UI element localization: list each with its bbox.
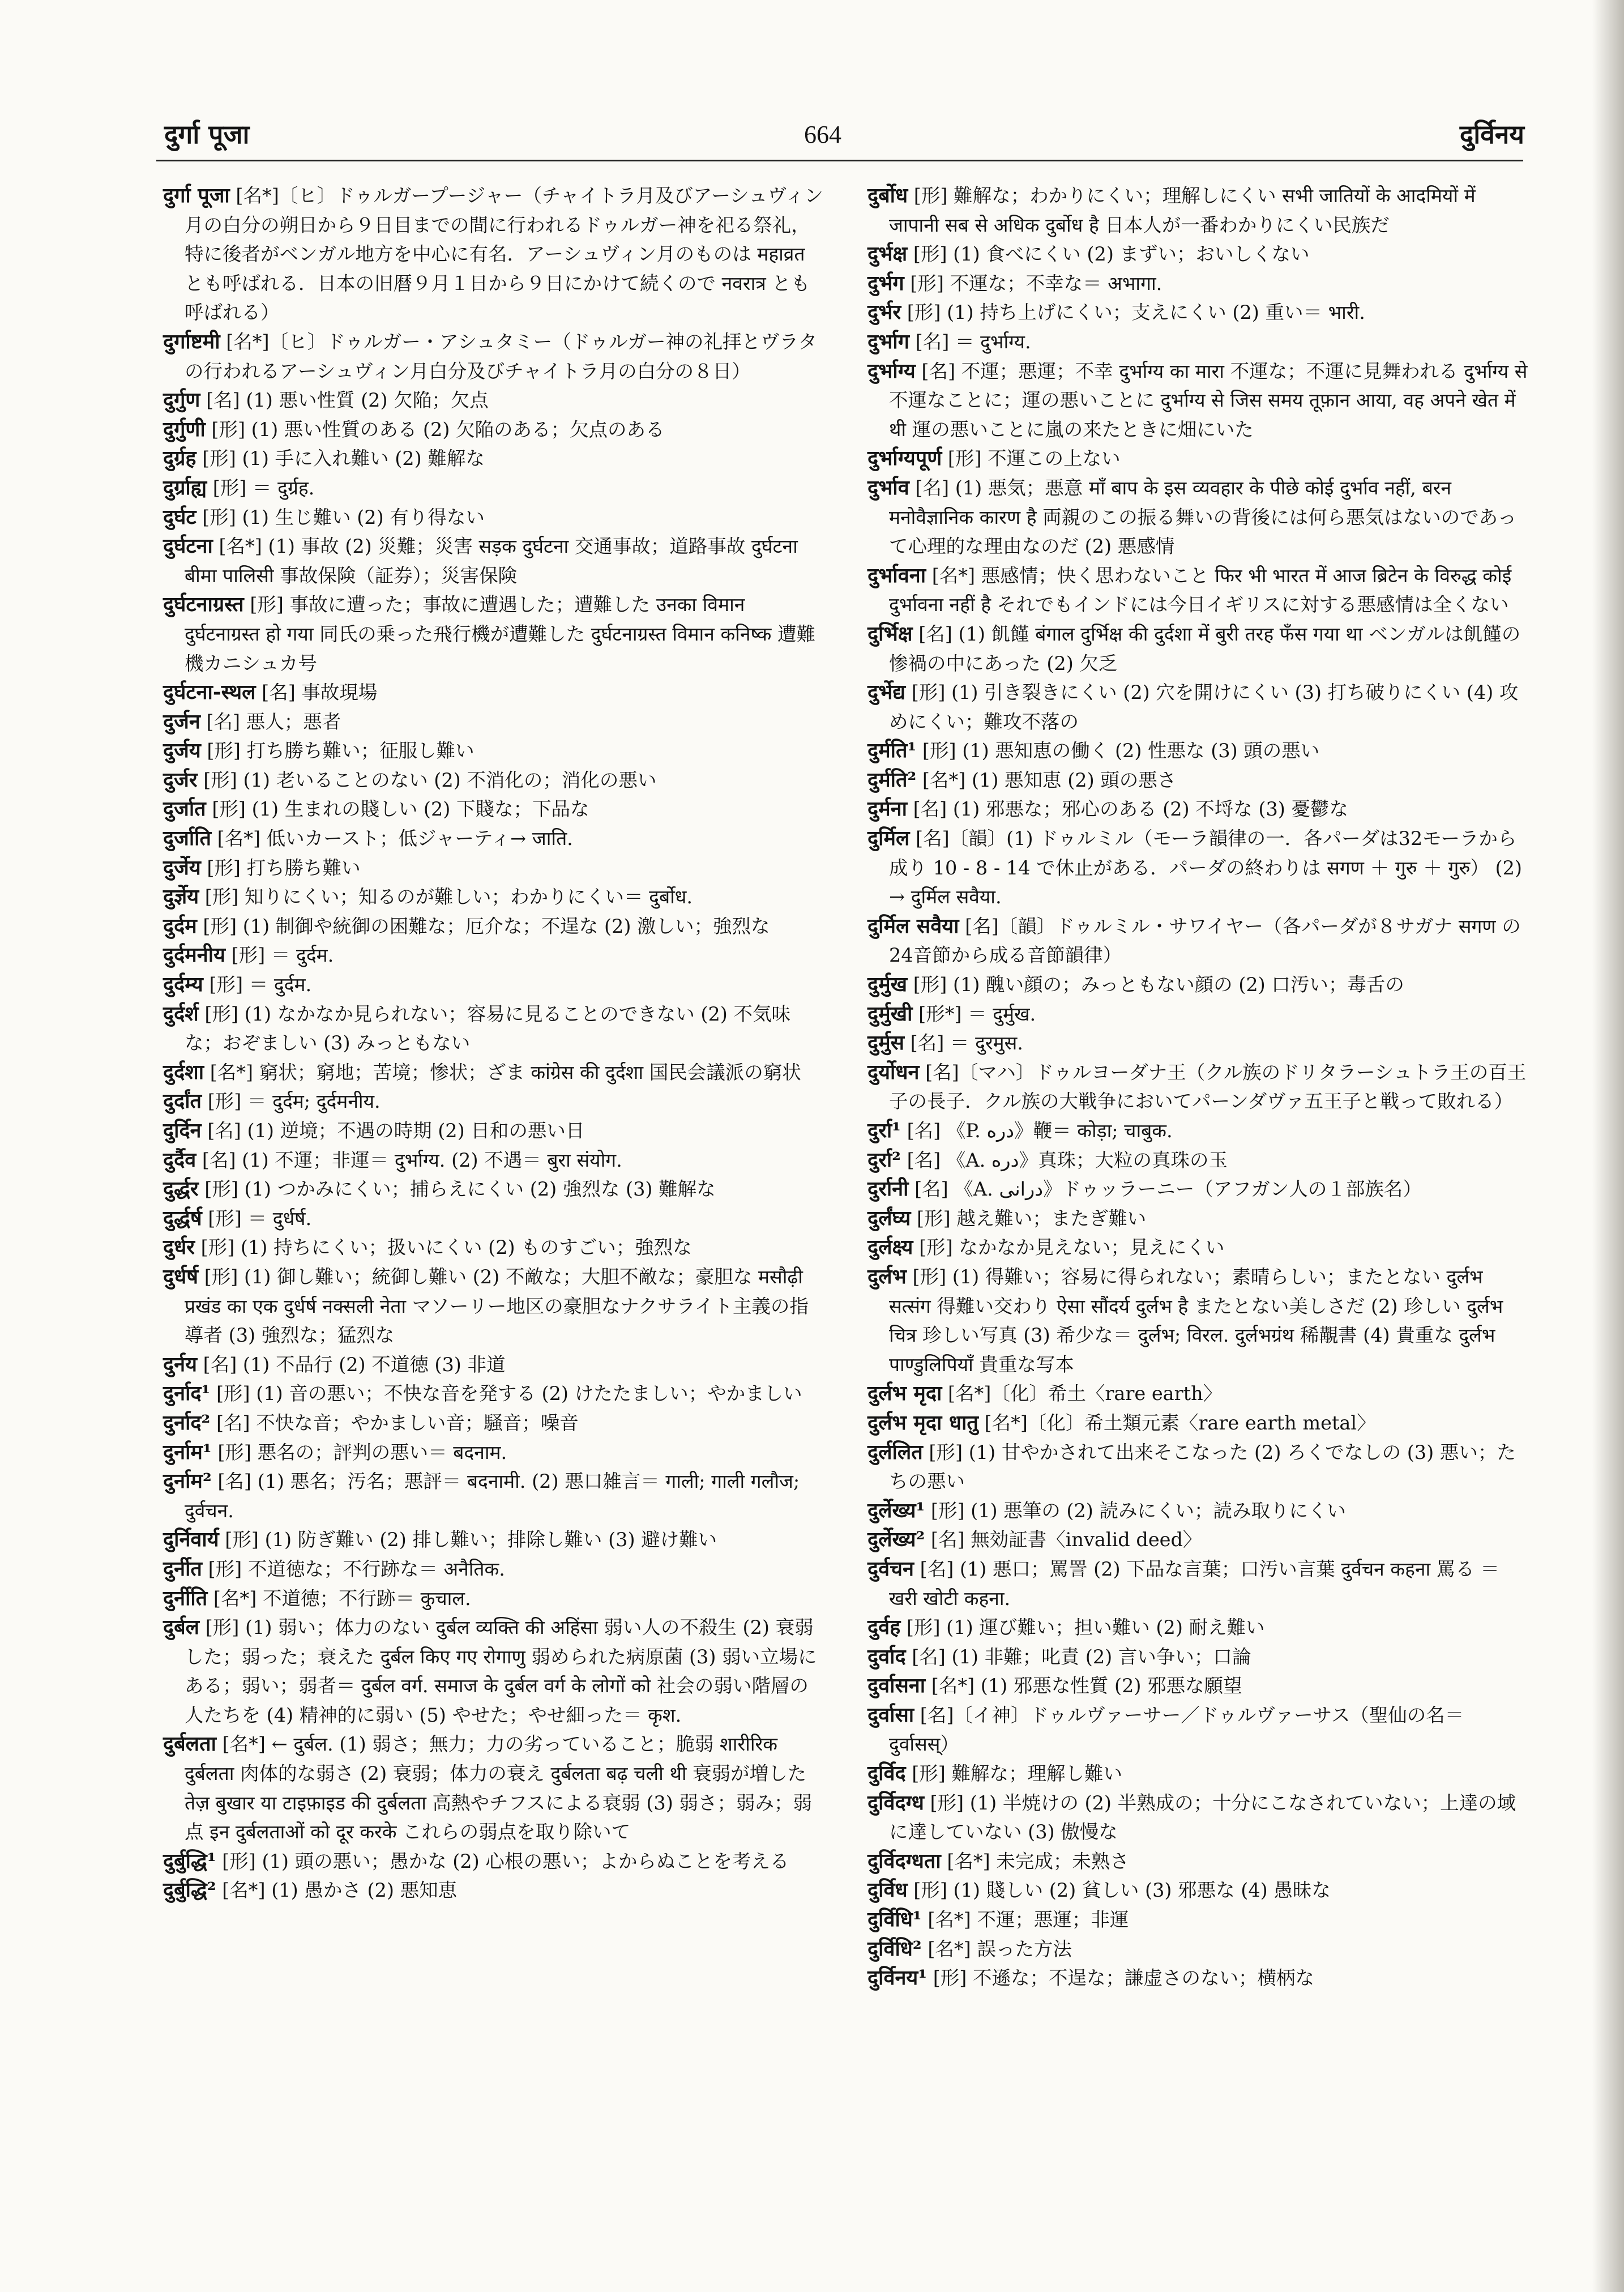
definition: [形] (1) 弱い；体力のない दुर्बल व्यक्ति की अहिंसा 弱い人の不殺生 (2) 衰弱した；弱った；衰えた दुर्बल किए गए रोगाणु 弱められた病原菌 (3) 弱い立場にある；弱い；弱者＝ दुर्बल वर्ग. समाज के दुर्बल वर्ग के लोगों को 社会の弱い階層の人たちを (4) 精神的に弱い (5) やせた；やせ細った＝ कृश. (185, 1616, 817, 1726)
definition: [名] (1) 逆境；不遇の時期 (2) 日和の悪い日 (201, 1120, 585, 1142)
dictionary-entry (163, 1876, 826, 1905)
dictionary-entry (163, 1000, 826, 1058)
headword: दुर्ज्ञेय (163, 885, 199, 909)
definition: [形] 越え難い；またぎ難い (911, 1207, 1147, 1230)
definition: [名]〔イ神〕ドゥルヴァーサー／ドゥルヴァーサス（聖仙の名＝ दुर्वासस्） (889, 1704, 1464, 1756)
dictionary-entry (163, 444, 826, 473)
headword: दुर्नाम² (163, 1469, 212, 1493)
definition: [形*] ＝ दुर्मुख. (912, 1002, 1036, 1025)
dictionary-entry (867, 1000, 1530, 1029)
definition: [形] 事故に遭った；事故に遭遇した；遭難した उनका विमान दुर्घटनाग्रस्त हो गया 同氏の乗った飛行機が遭難した दुर्घटनाग्रस्त विमान कनिष्क 遭難機カニシュカ号 (185, 594, 815, 675)
definition: [形] (1) なかなか見られない；容易に見ることのできない (2) 不気味な；おぞましい (3) みっともない (185, 1002, 791, 1055)
definition: [形] 不運この上ない (942, 447, 1121, 470)
definition: [名*] 悪感情；快く思わないこと फिर भी भारत में आज ब्रिटेन के विरुद्ध कोई दुर्भावना नहीं है それでもインドには今日イギリスに対する悪感情は全くない (889, 564, 1512, 616)
headword: दुर्वह (867, 1615, 901, 1640)
dictionary-entry (163, 1058, 826, 1087)
definition: [名*] 不運；悪運；非運 (921, 1909, 1129, 1931)
headword: दुर्नीत (163, 1556, 202, 1581)
definition: [名*] (1) 事故 (2) 災難；災害 सड़क दुर्घटना 交通事故；道路事故 दुर्घटना बीमा पालिसी 事故保険（証券）；災害保険 (185, 535, 798, 587)
headword: दुर्जर (163, 767, 198, 792)
dictionary-entry (867, 1409, 1530, 1438)
headword: दुर्निवार्य (163, 1527, 219, 1552)
headword: दुर्भाग्यपूर्ण (867, 446, 942, 471)
dictionary-entry (163, 1116, 826, 1146)
headword: दुर्ग्राह्य (163, 475, 207, 500)
definition: [名] (1) 飢饉 बंगाल दुर्भिक्ष की दुर्दशा में बुरी तरह फँस गया था ベンガルは飢饉の惨禍の中にあった (2) 欠乏 (889, 622, 1521, 675)
definition: [名] 不快な音；やかましい音；騒音；噪音 (210, 1411, 579, 1434)
dictionary-entry (163, 1584, 826, 1614)
headword: दुर्दम (163, 914, 197, 938)
dictionary-entry (867, 1525, 1530, 1555)
dictionary-entry (163, 1233, 826, 1262)
definition: [形] (1) 頭の悪い；愚かな (2) 心根の悪い；よからぬことを考える (216, 1850, 789, 1872)
headword: दुर्रानी (867, 1177, 909, 1201)
dictionary-entry (867, 1028, 1530, 1058)
headword: दुर्लेख्य² (867, 1527, 925, 1552)
definition: [名*] (1) 愚かさ (2) 悪知恵 (216, 1879, 458, 1902)
headword: दुर्ग्रह (163, 446, 196, 471)
dictionary-entry (163, 1555, 826, 1584)
definition: [名*]〔化〕希土類元素〈rare earth metal〉 (978, 1411, 1376, 1434)
headword: दुर्जात (163, 797, 206, 821)
definition: [形] (1) 醜い顔の；みっともない顔の (2) 口汚い；毒舌の (907, 974, 1404, 996)
headword: दुर्दम्य (163, 972, 203, 997)
dictionary-entry (867, 1642, 1530, 1672)
headword: दुर्भाव (867, 475, 909, 500)
headword: दुर्मुस (867, 1031, 904, 1055)
definition: [形] なかなか見えない；見えにくい (913, 1236, 1225, 1259)
definition: [名*] 不道徳；不行跡＝ कुचाल. (207, 1587, 471, 1610)
dictionary-entry (163, 415, 826, 445)
definition: [名*] (1) 悪知恵 (2) 頭の悪さ (916, 769, 1177, 791)
dictionary-entry (867, 357, 1530, 445)
definition: [形] (1) 老いることのない (2) 不消化の；消化の悪い (197, 769, 657, 791)
definition: [形] (1) 運び難い；担い難い (2) 耐え難い (900, 1616, 1265, 1639)
headword: दुर्बुद्धि² (163, 1878, 216, 1902)
dictionary-entry (867, 1964, 1530, 1993)
dictionary-entry (163, 678, 826, 707)
headword: दुर्विदग्ध (867, 1790, 924, 1815)
headword: दुर्विधि¹ (867, 1907, 922, 1932)
dictionary-entry (867, 1146, 1530, 1175)
headword: दुर्दैव (163, 1147, 196, 1172)
headword: दुर्लेख्य¹ (867, 1498, 925, 1522)
headword: दुर्मति¹ (867, 739, 917, 763)
definition: [形] ＝ दुर्दम; दुर्दमनीय. (202, 1090, 381, 1113)
dictionary-entry (163, 1350, 826, 1380)
headword: दुर्रा¹ (867, 1119, 901, 1142)
definition: [名*] ← दुर्बल. (1) 弱さ；無力；力の劣っていること；脆弱 शारीरिक दुर्बलता 肉体的な弱さ (2) 衰弱；体力の衰え दुर्बलता बढ़ चली थी 衰弱が増した तेज़ बुखार या टाइफ़ाइड की दुर्बलता 高熱やチフスによる衰弱 (3) 弱さ；弱み；弱点 इन दुर्बलताओं को दूर करके これらの弱点を取り除いて (185, 1733, 812, 1843)
headword: दुर्लक्ष्य (867, 1235, 913, 1260)
dictionary-entry (163, 824, 826, 853)
dictionary-entry (867, 1759, 1530, 1789)
headword: दुर्भक्ष (867, 242, 908, 266)
headword: दुर्वाद (867, 1644, 906, 1668)
dictionary-entry (867, 1116, 1530, 1146)
definition: [形] (1) 生じ難い (2) 有り得ない (196, 506, 485, 528)
right-guide-word: दुर्विनय (1459, 119, 1524, 150)
dictionary-entry (163, 736, 826, 766)
dictionary-entry (867, 1204, 1530, 1234)
definition: [形] 知りにくい；知るのが難しい；わかりにくい＝ दुर्बोध. (199, 886, 693, 908)
definition: [形] 打ち勝ち難い；征服し難い (200, 740, 475, 762)
dictionary-entry (163, 941, 826, 970)
dictionary-entry (867, 298, 1530, 327)
headword: दुर्दशा (163, 1060, 204, 1084)
definition: [形] 不遜な；不逞な；謙虚さのない；横柄な (927, 1967, 1315, 1990)
headword: दुर्धर (163, 1235, 195, 1260)
definition: [名*] (1) 邪悪な性質 (2) 邪悪な願望 (925, 1675, 1242, 1697)
definition: [形] (1) 賤しい (2) 貧しい (3) 邪悪な (4) 愚昧な (907, 1879, 1331, 1902)
headword: दुर्भर (867, 300, 901, 325)
headword: दुर्गाष्टमी (163, 329, 220, 353)
dictionary-entry (867, 1496, 1530, 1526)
headword: दुर्दांत (163, 1089, 202, 1113)
dictionary-entry (867, 678, 1530, 736)
definition: [名] 《A. دره》真珠；大粒の真珠の玉 (900, 1149, 1228, 1171)
dictionary-entry (163, 1204, 826, 1234)
dictionary-entry (867, 444, 1530, 473)
headword: दुर्विधि² (867, 1936, 922, 1961)
definition: [名] 事故現場 (255, 681, 378, 704)
definition: [形] (1) 悪知恵の働く (2) 性悪な (3) 頭の悪い (916, 740, 1320, 762)
headword: दुर्भाग्य (867, 358, 916, 383)
dictionary-entry (163, 386, 826, 415)
left-guide-word: दुर्गा पूजा (164, 119, 250, 150)
dictionary-entry (163, 1847, 826, 1876)
dictionary-entry (163, 795, 826, 824)
definition: [名] 悪人；悪者 (200, 710, 341, 733)
definition: [名] ＝ दुरमुस. (904, 1032, 1023, 1055)
definition: [形] (1) 音の悪い；不快な音を発する (2) けたたましい；やかましい (210, 1382, 802, 1405)
headword: दुर्भावना (867, 563, 926, 587)
headword: दुर्वासा (867, 1702, 914, 1727)
headword: दुर्मति² (867, 767, 917, 792)
headword: दुर्भेद्य (867, 680, 906, 705)
headword: दुर्मना (867, 797, 907, 821)
headword: दुर्जय (163, 739, 201, 763)
dictionary-entry (163, 1730, 826, 1846)
headword: दुर्बलता (163, 1732, 216, 1756)
headword: दुर्नाम¹ (163, 1440, 212, 1464)
headword: दुर्मुखी (867, 1001, 913, 1026)
definition: [名]〔韻〕(1) ドゥルミル（モーラ韻律の一．各パーダは32モーラから成り 10 - 8 - 14 で休止がある．パーダの終わりは सगण ＋ गुरु ＋ गुरु） (2) → दुर्मिल सवैया. (889, 827, 1522, 908)
definition: [名] ＝ दुर्भाग्य. (909, 330, 1031, 353)
headword: दुर्भग (867, 271, 904, 295)
dictionary-entry (867, 1555, 1530, 1613)
dictionary-entry (163, 1146, 826, 1175)
definition: [形] 不運な；不幸な＝ अभागा. (904, 272, 1163, 294)
headword: दुर्घटना-स्थल (163, 680, 256, 705)
headword: दुर्बल (163, 1615, 200, 1640)
definition: [名*] 低いカースト；低ジャーティ→ जाति. (211, 827, 573, 850)
definition: [名] (1) 悪口；罵詈 (2) 下品な言葉；口汚い言葉 दुर्वचन कहना 罵る ＝ खरी खोटी कहना. (889, 1557, 1499, 1610)
dictionary-entry (163, 1409, 826, 1438)
dictionary-entry (867, 1262, 1530, 1379)
definition: [名]〔韻〕ドゥルミル・サワイヤー（各パーダが８サガナ सगण の24音節から成る音節韻律） (889, 915, 1521, 967)
headword: दुर्नय (163, 1352, 197, 1376)
definition: [形] (1) 引き裂きにくい (2) 穴を開けにくい (3) 打ち破りにくい (4) 攻めにくい；難攻不落の (889, 681, 1519, 733)
definition: [形] 悪名の；評判の悪い＝ बदनाम. (211, 1441, 507, 1463)
definition: [形] (1) 防ぎ難い (2) 排し難い；排除し難い (3) 避け難い (219, 1529, 717, 1551)
dictionary-entry (163, 473, 826, 503)
definition: [名]〔マハ〕ドゥルヨーダナ王（クル族のドリタラーシュトラ王の百王子の長子．クル族の大戦争においてパーンダヴァ五王子と戦って敗れる） (889, 1061, 1527, 1113)
definition: [形] (1) 食べにくい (2) まずい；おいしくない (907, 243, 1310, 266)
headword: दुर्वासना (867, 1674, 926, 1698)
dictionary-entry (163, 503, 826, 532)
header-rule (156, 160, 1523, 161)
headword: दुर्गा पूजा (163, 183, 230, 207)
dictionary-entry (163, 1087, 826, 1116)
definition: [形] 打ち勝ち難い (200, 856, 361, 879)
definition: [形] 難解な；理解し難い (905, 1762, 1123, 1785)
definition: [形] (1) 半焼けの (2) 半熟成の；十分にこなされていない；上達の域に達していない (3) 傲慢な (889, 1791, 1516, 1843)
dictionary-entry (867, 327, 1530, 357)
definition: [形] (1) 制御や統御の困難な；厄介な；不逞な (2) 激しい；強烈な (196, 915, 770, 937)
definition: [形] ＝ दुर्दम. (225, 944, 334, 967)
dictionary-entry (163, 1525, 826, 1555)
dictionary-entry (867, 766, 1530, 795)
headword: दुर्बोध (867, 183, 908, 207)
headword: दुर्वचन (867, 1556, 914, 1581)
definition: [名*] 誤った方法 (921, 1937, 1072, 1960)
headword: दुर्घटनाग्रस्त (163, 592, 244, 617)
definition: [名] (1) 悪気；悪意 माँ बाप के इस व्यवहार के पीछे कोई दुर्भाव नहीं, बरन मनोवैज्ञानिक कारण है 両親のこの振る舞いの背後には何ら悪気はないのであって心理的な理由なのだ (2) 悪感情 (889, 476, 1517, 558)
headword: दुर्नीति (163, 1586, 208, 1610)
dictionary-entry (867, 736, 1530, 766)
headword: दुर्बुद्धि¹ (163, 1849, 216, 1873)
dictionary-entry (163, 1613, 826, 1730)
headword: दुर्मिल सवैया (867, 914, 959, 938)
headword: दुर्लंघ्य (867, 1206, 911, 1230)
dictionary-entry (867, 1905, 1530, 1935)
definition: [名*]〔ヒ〕ドゥルガープージャー（チャイトラ月及びアーシュヴィン月の白分の朔日から９日目までの間に行われるドゥルガー神を祀る祭礼，特に後者がベンガル地方を中心に有名．アーシュヴィン月のものは महाव्रत とも呼ばれる．日本の旧暦９月１日から９日にかけて続くので नवरात्र とも呼ばれる） (185, 185, 824, 324)
dictionary-entry (163, 532, 826, 590)
definition: [形] (1) 御し難い；統御し難い (2) 不敵な；大胆不敵な；豪胆な मसौढ़ी प्रखंड का एक दुर्धर्ष नक्सली नेता マソーリー地区の豪胆なナクサライト主義の指導者 (3) 強烈な；猛烈な (185, 1265, 809, 1347)
dictionary-entry (867, 1935, 1530, 1964)
dictionary-entry (867, 1175, 1530, 1204)
headword: दुर्मुख (867, 972, 908, 997)
headword: दुर्लभ (867, 1264, 907, 1288)
definition: [名*]〔化〕希土〈rare earth〉 (942, 1382, 1223, 1405)
definition: [形] (1) 手に入れ難い (2) 難解な (196, 447, 485, 470)
dictionary-entry (867, 1671, 1530, 1701)
dictionary-entry (163, 1175, 826, 1204)
headword: दुर्मिल (867, 826, 910, 851)
headword: दुर्विध (867, 1878, 908, 1902)
headword: दुर्दिन (163, 1119, 202, 1142)
definition: [名] (1) 悪名；汚名；悪評＝ बदनामी. (2) 悪口雑言＝ गाली; गाली गलौज; दुर्वचन. (185, 1470, 800, 1522)
dictionary-entry (867, 1613, 1530, 1642)
headword: दुर्दमनीय (163, 943, 225, 967)
dictionary-entry (867, 1438, 1530, 1496)
headword: दुर्विद (867, 1761, 906, 1786)
headword: दुर्लभ मृदा (867, 1381, 942, 1406)
dictionary-entry (867, 240, 1530, 269)
definition: [形] (1) 悪い性質のある (2) 欠陥のある；欠点のある (205, 418, 665, 441)
definition: [形] (1) 甘やかされて出来そこなった (2) ろくでなしの (3) 悪い；たちの悪い (889, 1441, 1516, 1493)
definition: [名] 不運；悪運；不幸 दुर्भाग्य का मारा 不運な；不運に見舞われる दुर्भाग्य से 不運なことに；運の悪いことに दुर्भाग्य से जिस समय तूफ़ान आया, वह अपने खेत में थी 運の悪いことに嵐の来たときに畑にいた (889, 360, 1528, 441)
dictionary-entry (867, 1058, 1530, 1116)
definition: [形] 不道徳な；不行跡な＝ अनैतिक. (202, 1557, 505, 1580)
dictionary-entry (867, 1789, 1530, 1847)
definition: [形] ＝ दुर्दम. (203, 974, 312, 996)
dictionary-entry (867, 1847, 1530, 1876)
dictionary-entry (163, 1438, 826, 1467)
dictionary-entry (163, 707, 826, 737)
dictionary-entry (867, 795, 1530, 824)
dictionary-entry (867, 912, 1530, 970)
headword: दुर्विनय¹ (867, 1966, 928, 1990)
dictionary-entry (163, 766, 826, 795)
definition: [名] (1) 不運；非運＝ दुर्भाग्य. (2) 不遇＝ बुरा संयोग. (196, 1149, 622, 1171)
headword: दुर्जेय (163, 855, 201, 880)
headword: दुर्नाद² (163, 1410, 211, 1435)
definition: [名] (1) 邪悪な；邪心のある (2) 不埒な (3) 憂鬱な (907, 798, 1348, 821)
headword: दुर्भाग (867, 329, 910, 353)
headword: दुर्रा² (867, 1147, 901, 1172)
headword: दुर्गुणी (163, 417, 206, 441)
dictionary-entry (867, 620, 1530, 678)
headword: दुर्द्धर (163, 1177, 199, 1201)
headword: दुर्विदग्धता (867, 1849, 941, 1873)
headword: दुर्गुण (163, 388, 200, 412)
definition: [名*] 未完成；未熟さ (941, 1850, 1129, 1872)
headword: दुर्दर्श (163, 1001, 199, 1026)
definition: [形] ＝ दुर्धर्ष. (202, 1207, 312, 1230)
definition: [形] (1) 生まれの賤しい (2) 下賤な；下品な (206, 798, 589, 821)
dictionary-entry (163, 1262, 826, 1350)
headword: दुर्द्धर्ष (163, 1206, 202, 1230)
dictionary-entry (867, 1379, 1530, 1409)
scan-page-edge (1592, 0, 1624, 2292)
definition: [名] (1) 不品行 (2) 不道徳 (3) 非道 (196, 1353, 506, 1376)
dictionary-entry (163, 853, 826, 883)
dictionary-entry (163, 912, 826, 941)
headword: दुर्योधन (867, 1060, 920, 1084)
dictionary-entry (867, 1876, 1530, 1905)
headword: दुर्लभ मृदा धातु (867, 1410, 978, 1435)
headword: दुर्जन (163, 709, 200, 733)
definition: [形] (1) 得難い；容易に得られない；素晴らしい；またとない दुर्लभ सत्संग 得難い交わり ऐसा सौंदर्य दुर्लभ है またとない美しさだ (2) 珍しい दुर्लभ चित्र 珍しい写真 (3) 希少な＝ दुर्लभ; विरल. दुर्लभग्रंथ 稀覯書 (4) 貴重な दुर्लभ पाण्डुलिपियाँ 貴重な写本 (889, 1265, 1503, 1376)
dictionary-entry (867, 181, 1530, 240)
dictionary-entry (163, 970, 826, 1000)
definition: [形] ＝ दुर्ग्रह. (207, 476, 315, 499)
headword: दुर्भिक्ष (867, 621, 913, 646)
dictionary-entry (163, 1467, 826, 1525)
dictionary-entry (867, 1233, 1530, 1262)
right-column (867, 181, 1530, 1993)
headword: दुर्घट (163, 505, 196, 529)
definition: [形] (1) 持ちにくい；扱いにくい (2) ものすごい；強烈な (194, 1236, 692, 1259)
dictionary-entry (163, 327, 826, 386)
dictionary-entry (867, 473, 1530, 561)
definition: [形] 難解な；わかりにくい；理解しにくい सभी जातियों के आदमियों में जापानी सब से अधिक दुर्बोध है 日本人が一番わかりにくい民族だ (889, 185, 1476, 236)
definition: [名] (1) 悪い性質 (2) 欠陥；欠点 (200, 389, 489, 412)
dictionary-entry (867, 1701, 1530, 1759)
left-column (163, 181, 826, 1905)
dictionary-entry (867, 561, 1530, 620)
definition: [形] (1) つかみにくい；捕らえにくい (2) 強烈な (3) 難解な (198, 1178, 716, 1201)
definition: [形] (1) 持ち上げにくい；支えにくい (2) 重い＝ भारी. (901, 301, 1365, 324)
dictionary-entry (163, 181, 826, 327)
dictionary-entry (163, 882, 826, 912)
definition: [名] 無効証書〈invalid deed〉 (925, 1529, 1202, 1551)
definition: [形] (1) 悪筆の (2) 読みにくい；読み取りにくい (925, 1499, 1347, 1522)
definition: [名] (1) 非難；叱責 (2) 言い争い；口論 (905, 1645, 1251, 1668)
dictionary-entry (867, 824, 1530, 912)
headword: दुर्घटना (163, 534, 213, 558)
dictionary-entry (163, 590, 826, 678)
dictionary-entry (867, 269, 1530, 298)
page-number: 664 (804, 121, 841, 148)
headword: दुर्नाद¹ (163, 1381, 211, 1406)
dictionary-entry (163, 1379, 826, 1409)
definition: [名] 《P. دره》鞭＝ कोड़ा; चाबुक. (900, 1120, 1173, 1142)
headword: दुर्ललित (867, 1440, 923, 1464)
definition: [名*] 窮状；窮地；苦境；惨状；ざま कांग्रेस की दुर्दशा 国民会議派の窮状 (204, 1061, 801, 1083)
definition: [名] 《A. درانی》ドゥッラーニー（アフガン人の１部族名） (908, 1178, 1422, 1201)
definition: [名*]〔ヒ〕ドゥルガー・アシュタミー（ドゥルガー神の礼拝とヴラタの行われるアーシュヴィン月白分及びチャイトラ月の白分の８日） (185, 330, 818, 382)
headword: दुर्धर्ष (163, 1264, 199, 1288)
headword: दुर्जाति (163, 826, 211, 851)
dictionary-entry (867, 970, 1530, 1000)
